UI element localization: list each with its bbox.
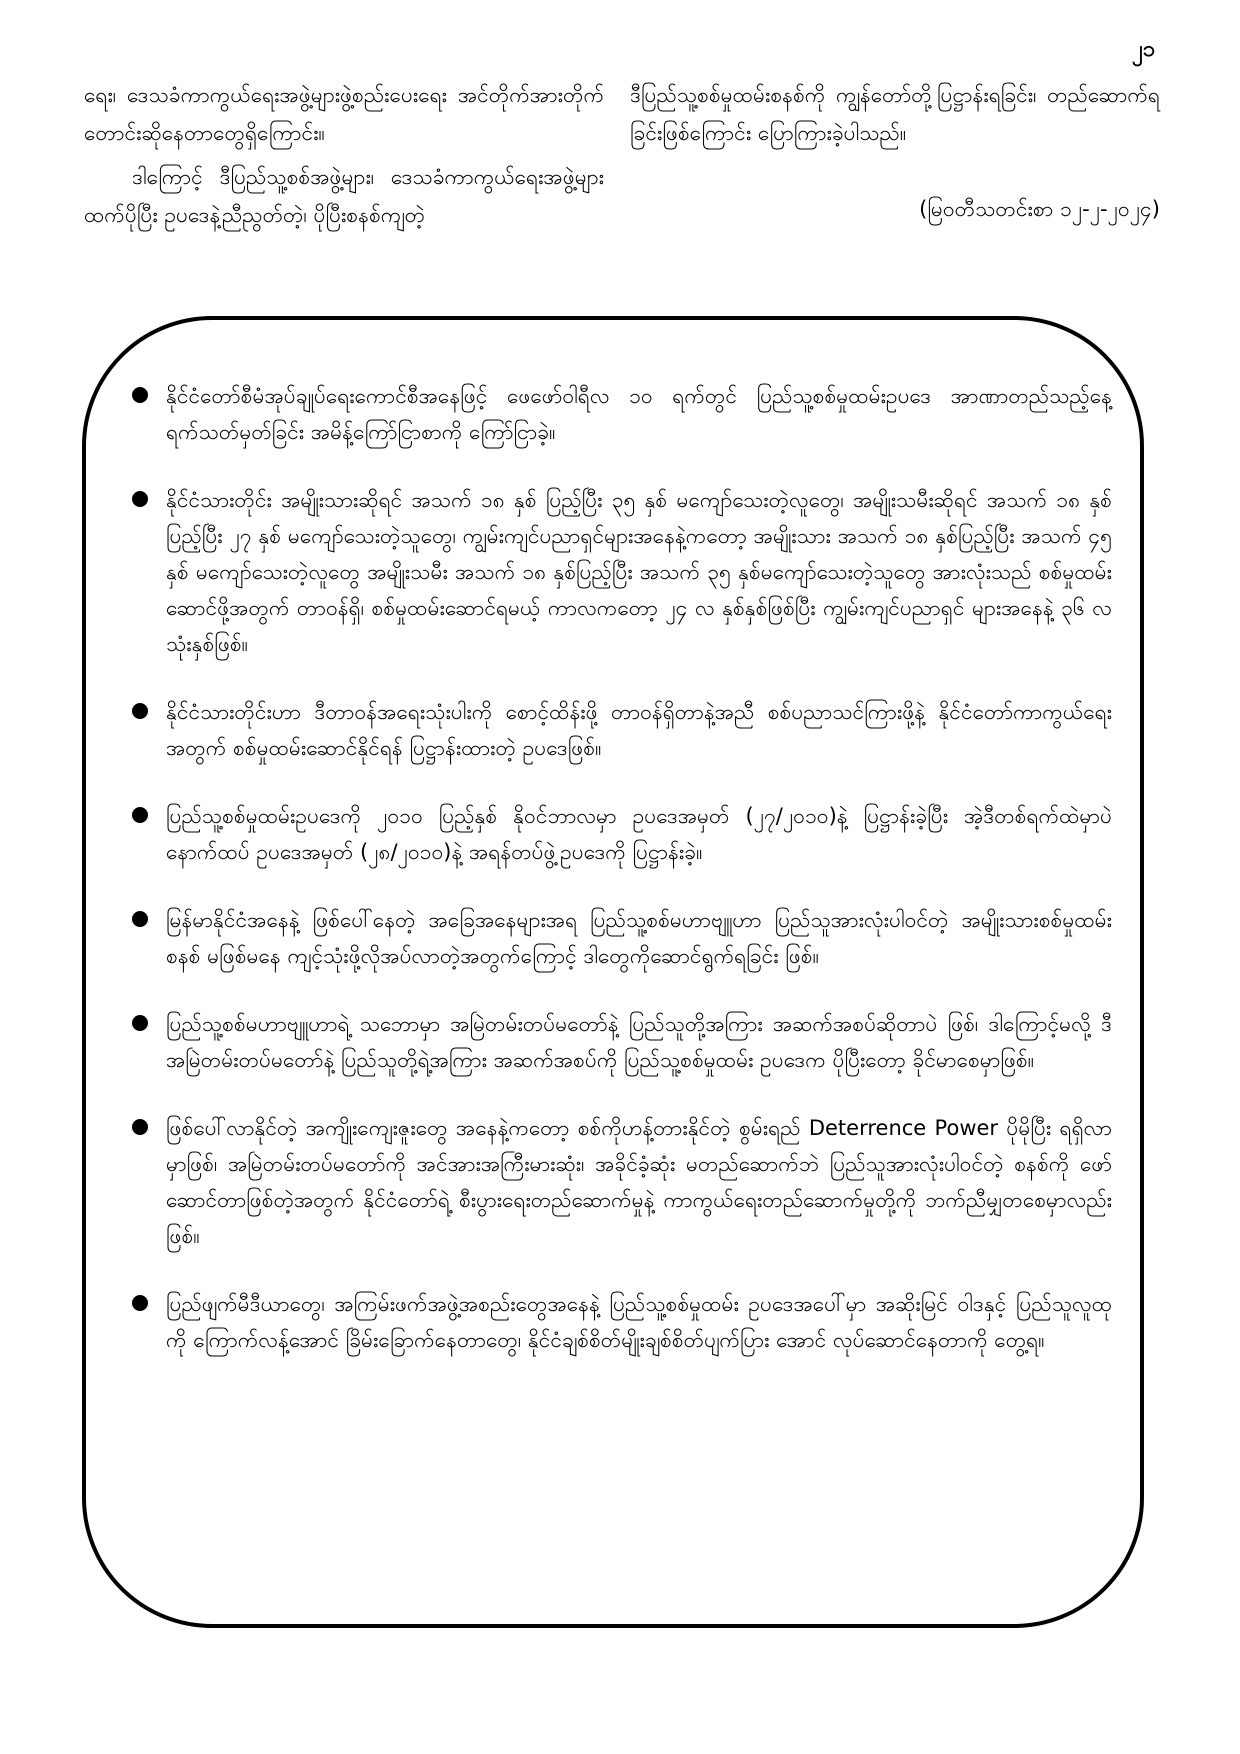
left-column (84, 76, 604, 240)
bullet-text: ပြည်သူ့စစ်မဟာဗျူဟာရဲ့ သဘောမှာ အမြဲတမ်းတပ်မတော်နဲ့ ပြည်သူတို့အကြား အဆက်အစပ်ဆိုတာပဲ ဖြစ်၊ ဒါကြောင့်မလို့ ဒီအမြဲတမ်းတပ်မတော်နဲ့ ပြည်သူတို့ရဲ့အကြား အဆက်အစပ်ကို ပြည်သူ့စစ်မှုထမ်း ဥပဒေက ပိုပြီးတော့ ခိုင်မာစေမှာဖြစ်။ (166, 1012, 1112, 1072)
list-item (128, 1006, 1112, 1078)
bullet-text: နိုင်ငံတော်စီမံအုပ်ချုပ်ရေးကောင်စီအနေဖြင့် ဖေဖော်ဝါရီလ ၁၀ ရက်တွင် ပြည်သူ့စစ်မှုထမ်းဥပဒေ အာဏာတည်သည့်နေ့ ရက်သတ်မှတ်ခြင်း အမိန့်ကြော်ငြာစာကို ကြော်ငြာခဲ့။ (166, 384, 1112, 444)
page-number: ၂၁ (1132, 37, 1156, 62)
list-item (128, 1110, 1112, 1254)
bullet-text: ဖြစ်ပေါ်လာနိုင်တဲ့ အကျိုးကျေးဇူးတွေ အနေနဲ့ကတော့ စစ်ကိုဟန့်တားနိုင်တဲ့ စွမ်းရည် Deterrence Power ပိုမိုပြီး ရရှိလာမှာဖြစ်၊ အမြဲတမ်းတပ်မတော်ကို အင်အားအကြီးမားဆုံး၊ အခိုင်ခံ့ဆုံး မတည်ဆောက်ဘဲ ပြည်သူအားလုံးပါဝင်တဲ့ စနစ်ကို ဖော်ဆောင်တာဖြစ်တဲ့အတွက် နိုင်ငံတော်ရဲ့ စီးပွားရေးတည်ဆောက်မှုနဲ့ ကာကွယ်ရေးတည်ဆောက်မှုတို့ကို ဘက်ညီမျှတစေမှာလည်းဖြစ်။ (166, 1116, 1112, 1248)
list-item (128, 378, 1112, 450)
source-citation: (မြဝတီသတင်းစာ ၁၂-၂-၂၀၂၄) (919, 197, 1160, 221)
bullet-dot-icon (132, 703, 148, 719)
bullet-text: နိုင်ငံသားတိုင်း အမျိုးသားဆိုရင် အသက် ၁၈ နှစ် ပြည့်ပြီး ၃၅ နှစ် မကျော်သေးတဲ့လူတွေ၊ အမျိုးသမီးဆိုရင် အသက် ၁၈ နှစ်ပြည့်ပြီး ၂၇ နှစ် မကျော်သေးတဲ့သူတွေ၊ ကျွမ်းကျင်ပညာရှင်များအနေနဲ့ကတော့ အမျိုးသား အသက် ၁၈ နှစ်ပြည့်ပြီး အသက် ၄၅ နှစ် မကျော်သေးတဲ့လူတွေ အမျိုးသမီး အသက် ၁၈ နှစ်ပြည့်ပြီး အသက် ၃၅ နှစ်မကျော်သေးတဲ့သူတွေ အားလုံးသည် စစ်မှုထမ်းဆောင်ဖို့အတွက် တာဝန်ရှိ၊ စစ်မှုထမ်းဆောင်ရမယ့် ကာလကတော့ ၂၄ လ နှစ်နှစ်ဖြစ်ပြီး ကျွမ်းကျင်ပညာရှင် များအနေနဲ့ ၃၆ လ သုံးနှစ်ဖြစ်။ (166, 488, 1112, 656)
bullet-dot-icon (132, 1015, 148, 1031)
right-column (630, 76, 1160, 158)
left-paragraph-1: ရေး၊ ဒေသခံကာကွယ်ရေးအဖွဲ့များဖွဲ့စည်းပေးရေး အင်တိုက်အားတိုက် တောင်းဆိုနေတာတွေရှိကြောင်း။ (84, 83, 604, 145)
list-item (128, 798, 1112, 870)
bullet-text: နိုင်ငံသားတိုင်းဟာ ဒီတာဝန်အရေးသုံးပါးကို စောင့်ထိန်းဖို့ တာဝန်ရှိတာနဲ့အညီ စစ်ပညာသင်ကြားဖို့နဲ့ နိုင်ငံတော်ကာကွယ်ရေးအတွက် စစ်မှုထမ်းဆောင်နိုင်ရန် ပြဋ္ဌာန်းထားတဲ့ ဥပဒေဖြစ်။ (166, 700, 1112, 760)
top-text-section (84, 76, 1160, 276)
bullet-text: မြန်မာနိုင်ငံအနေနဲ့ ဖြစ်ပေါ်နေတဲ့ အခြေအနေများအရ ပြည်သူ့စစ်မဟာဗျူဟာ ပြည်သူအားလုံးပါဝင်တဲ့ အမျိုးသားစစ်မှုထမ်းစနစ် မဖြစ်မနေ ကျင့်သုံးဖို့လိုအပ်လာတဲ့အတွက်ကြောင့် ဒါတွေကိုဆောင်ရွက်ရခြင်း ဖြစ်။ (166, 908, 1112, 968)
list-item (128, 694, 1112, 766)
bullet-text: ပြည်ဖျက်မီဒီယာတွေ၊ အကြမ်းဖက်အဖွဲ့အစည်းတွေအနေနဲ့ ပြည်သူ့စစ်မှုထမ်း ဥပဒေအပေါ်မှာ အဆိုးမြင် ဝါဒနှင့် ပြည်သူလူထုကို ကြောက်လန့်အောင် ခြိမ်းခြောက်နေတာတွေ၊ နိုင်ငံချစ်စိတ်မျိုးချစ်စိတ်ပျက်ပြား အောင် လုပ်ဆောင်နေတာကို တွေ့ရ။ (166, 1292, 1112, 1352)
bullet-dot-icon (132, 387, 148, 403)
right-paragraph: ဒီပြည်သူ့စစ်မှုထမ်းစနစ်ကို ကျွန်တော်တို့ပြဋ္ဌာန်းရခြင်း၊ တည်ဆောက်ရခြင်းဖြစ်ကြောင်း ပြောကြားခဲ့ပါသည်။ (630, 83, 1160, 145)
bullet-dot-icon (132, 807, 148, 823)
bullet-dot-icon (132, 1295, 148, 1311)
bullet-dot-icon (132, 1119, 148, 1135)
list-item (128, 1286, 1112, 1358)
summary-bullet-list (128, 378, 1112, 1390)
left-paragraph-2: ဒါကြောင့် ဒီပြည်သူ့စစ်အဖွဲ့များ၊ ဒေသခံကာကွယ်ရေးအဖွဲ့များထက်ပိုပြီး ဥပဒေနဲ့ညီညွတ်တဲ့၊ ပိုပြီးစနစ်ကျတဲ့ (84, 165, 604, 227)
bullet-dot-icon (132, 491, 148, 507)
list-item (128, 482, 1112, 662)
list-item (128, 902, 1112, 974)
bullet-dot-icon (132, 911, 148, 927)
bullet-text: ပြည်သူ့စစ်မှုထမ်းဥပဒေကို ၂၀၁၀ ပြည့်နှစ် နိုဝင်ဘာလမှာ ဥပဒေအမှတ် (၂၇/၂၀၁၀)နဲ့ ပြဋ္ဌာန်းခဲ့ပြီး အဲ့ဒီတစ်ရက်ထဲမှာပဲ နောက်ထပ် ဥပဒေအမှတ် (၂၈/၂၀၁၀)နဲ့ အရန်တပ်ဖွဲ့ဥပဒေကို ပြဋ္ဌာန်းခဲ့။ (166, 804, 1112, 864)
